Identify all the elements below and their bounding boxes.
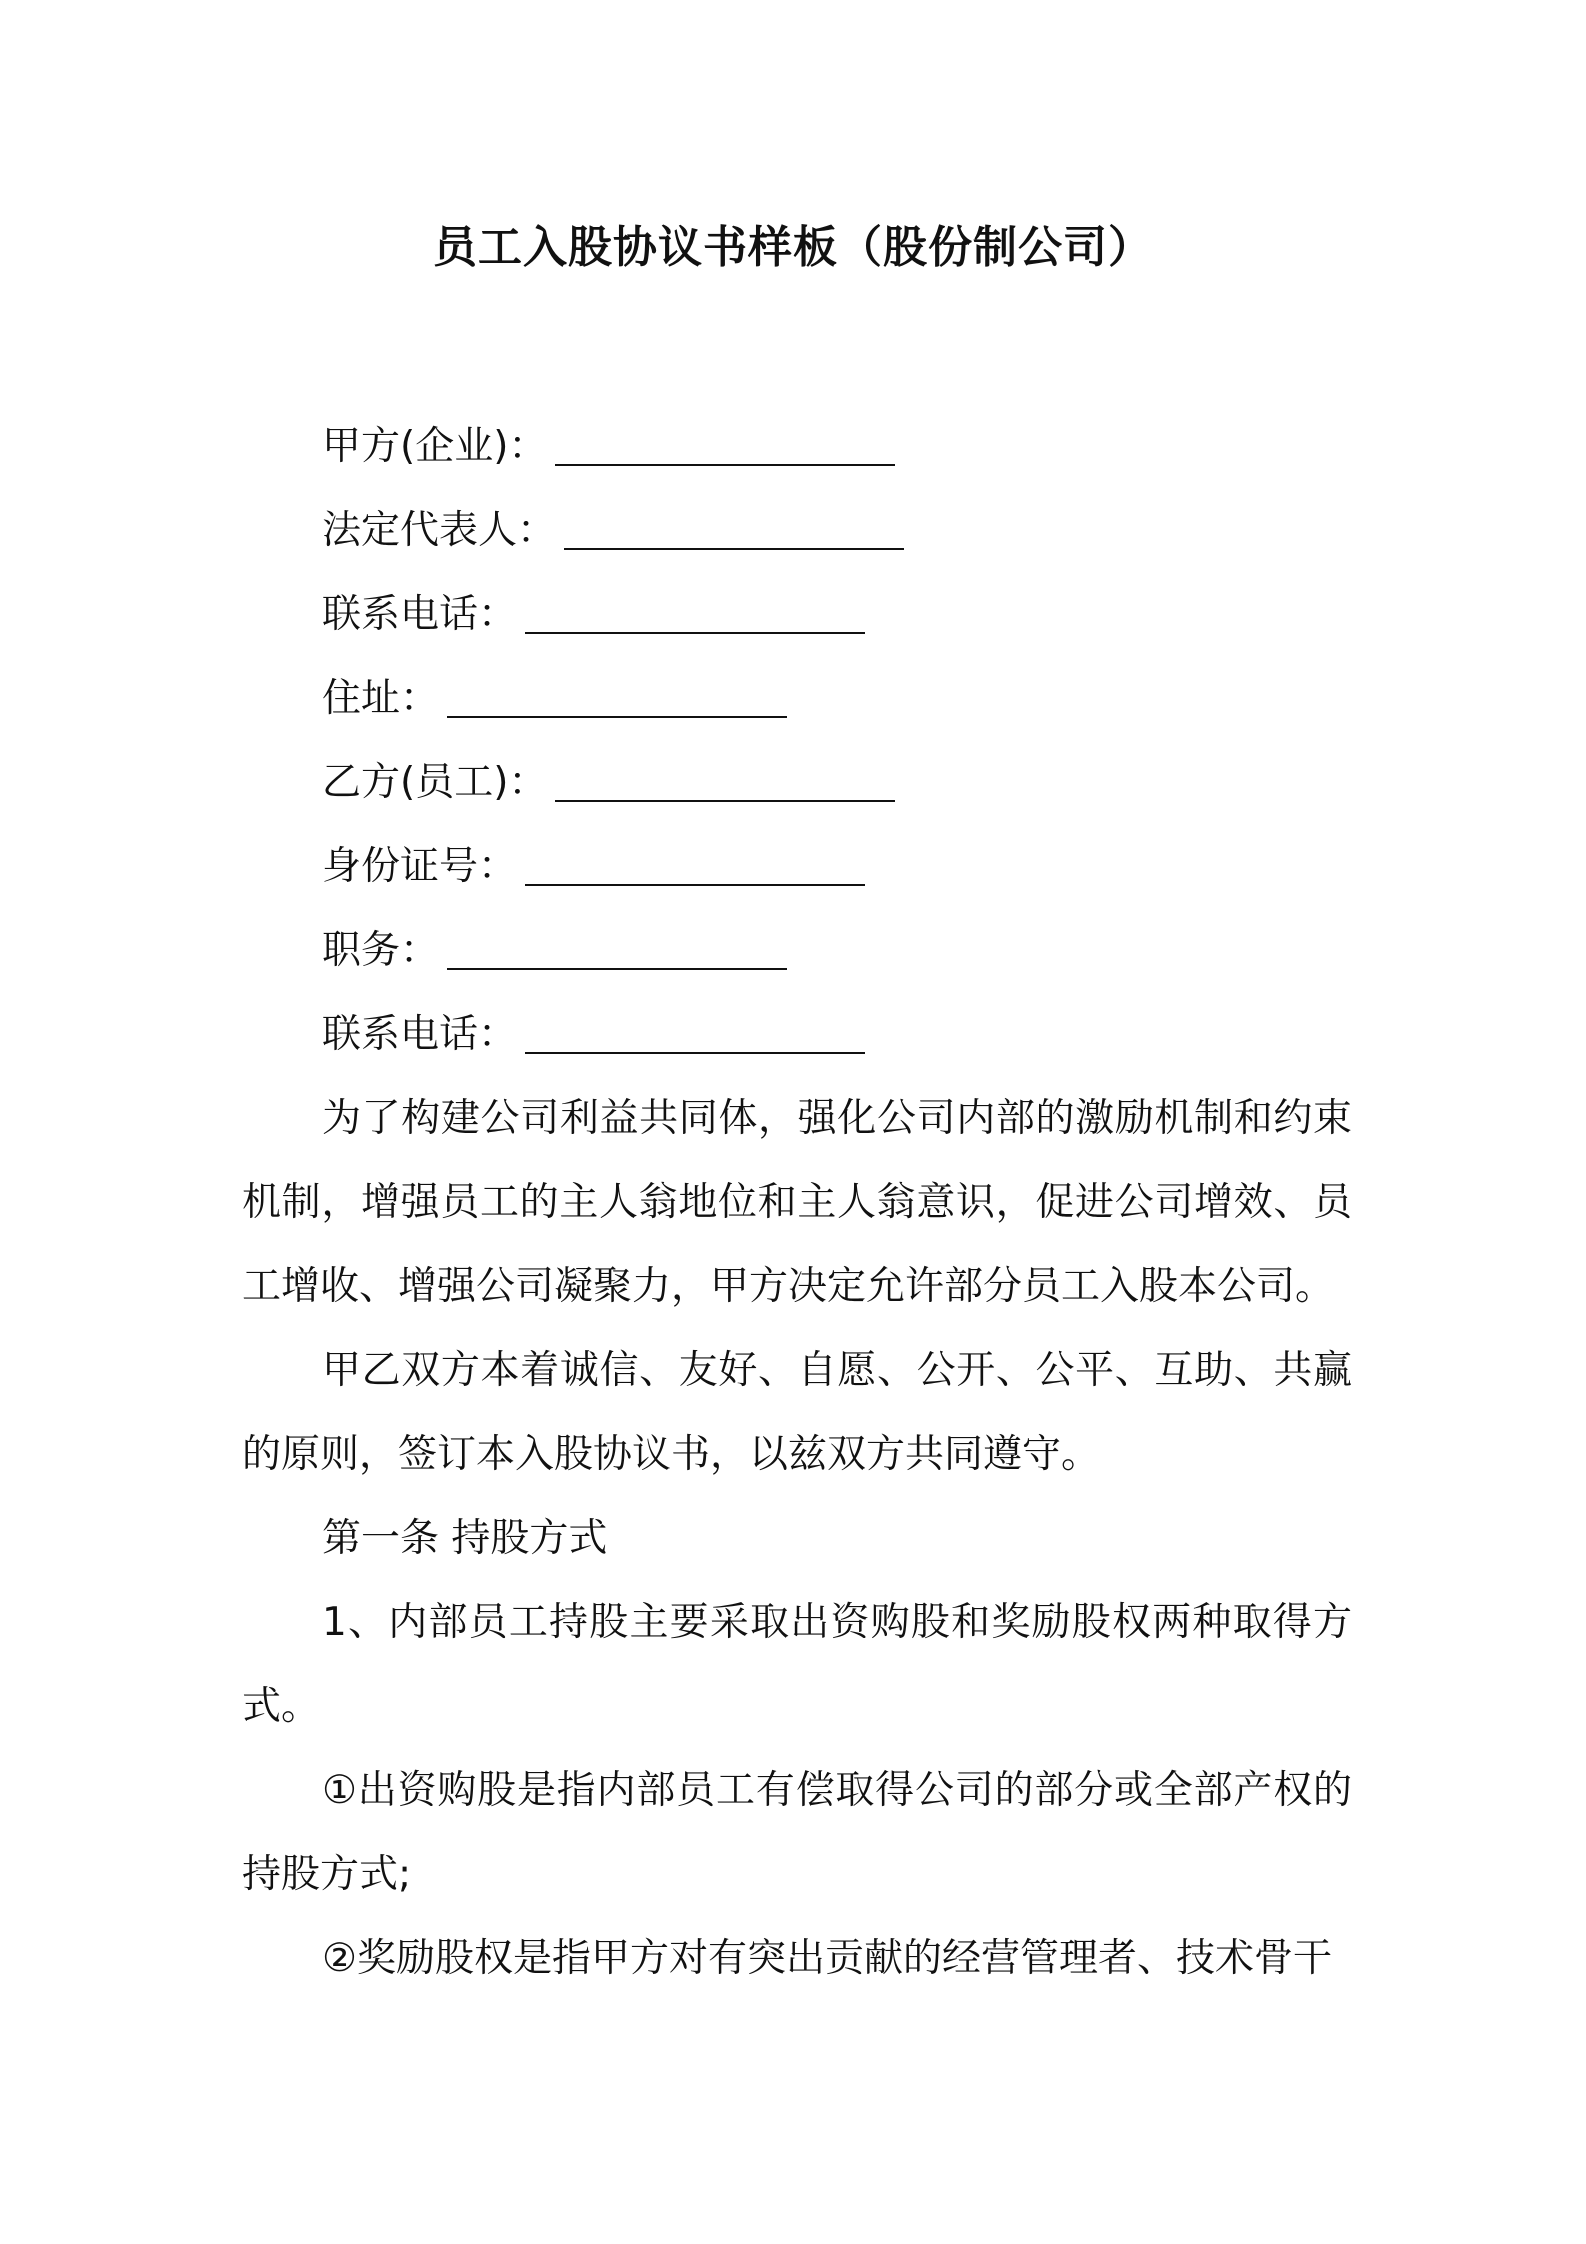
party-b-employee-field — [242, 741, 1352, 825]
party-a-phone-field — [242, 573, 1352, 657]
party-b-phone-field — [242, 993, 1352, 1077]
legal-rep-field — [242, 489, 1352, 573]
party-a-company-blank — [555, 432, 895, 466]
purpose-paragraph: 为了构建公司利益共同体，强化公司内部的激励机制和约束机制，增强员工的主人翁地位和主人翁意识，促进公司增效、员工增收、增强公司凝聚力，甲方决定允许部分员工入股本公司。 — [242, 1096, 1352, 1309]
principle-paragraph: 甲乙双方本着诚信、友好、自愿、公开、公平、互助、共赢的原则，签订本入股协议书，以兹双方共同遵守。 — [242, 1348, 1352, 1477]
position-label: 职务： — [322, 928, 440, 973]
article-1-item-1a: ①出资购股是指内部员工有偿取得公司的部分或全部产权的持股方式; — [242, 1768, 1352, 1897]
document-body — [242, 405, 1352, 2001]
article-1-heading: 第一条 持股方式 — [322, 1516, 608, 1561]
party-b-phone-label: 联系电话： — [322, 1012, 518, 1057]
address-field — [242, 657, 1352, 741]
position-field — [242, 909, 1352, 993]
party-b-employee-label: 乙方(员工)： — [322, 760, 548, 805]
document-title: 员工入股协议书样板（股份制公司） — [433, 222, 1153, 273]
article-1-item-1b: ②奖励股权是指甲方对有突出贡献的经营管理者、技术骨干 — [322, 1936, 1332, 1981]
id-number-field — [242, 825, 1352, 909]
party-a-company-label: 甲方(企业)： — [322, 424, 548, 469]
address-blank — [447, 684, 787, 718]
party-a-phone-blank — [525, 600, 865, 634]
position-blank — [447, 936, 787, 970]
party-b-phone-blank — [525, 1020, 865, 1054]
id-number-blank — [525, 852, 865, 886]
legal-rep-blank — [564, 516, 904, 550]
id-number-label: 身份证号： — [322, 844, 518, 889]
party-b-employee-blank — [555, 768, 895, 802]
legal-rep-label: 法定代表人： — [322, 508, 557, 553]
article-1-item-1: 1、内部员工持股主要采取出资购股和奖励股权两种取得方式。 — [242, 1600, 1352, 1729]
party-a-company-field — [242, 405, 1352, 489]
party-a-phone-label: 联系电话： — [322, 592, 518, 637]
address-label: 住址： — [322, 676, 440, 721]
